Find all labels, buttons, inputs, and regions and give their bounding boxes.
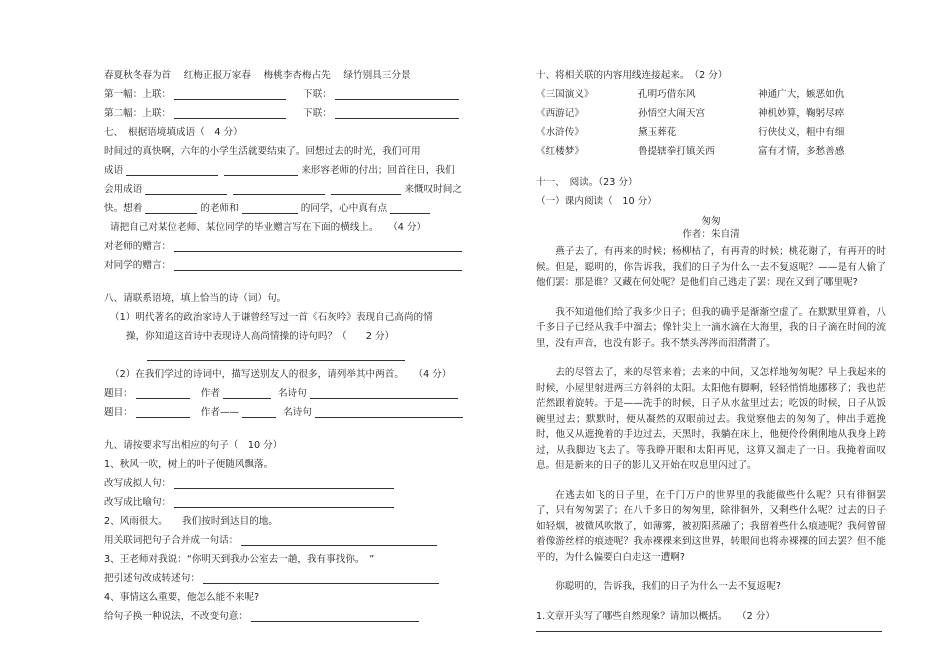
q8-1-answer-row xyxy=(104,342,484,361)
q7-line-2 xyxy=(104,157,484,176)
essay-author: 作者：朱自清 xyxy=(682,229,740,240)
essay-paragraph-1: 燕子去了，有再来的时候；杨柳枯了，有再青的时候；桃花谢了，有再开的时候。但是，聪明的，你告诉我，我们的日子为什么一去不复返呢？——是有人偷了他们罢：那是谁？又藏在何处呢？是他们自己逃走了罢：现在又到了哪里呢? xyxy=(536,246,886,288)
couplet-1-label: 第一幅：上联： xyxy=(104,88,172,100)
book-name: 《三国演义》 xyxy=(536,88,594,100)
idiom-blank-5[interactable] xyxy=(331,184,401,195)
book-name: 《红楼梦》 xyxy=(536,145,584,157)
match-row xyxy=(536,138,886,157)
famous-line-label-2: 名诗句 xyxy=(283,406,312,418)
reading-answer-line[interactable] xyxy=(536,623,882,632)
idiom-blank-3[interactable] xyxy=(145,184,227,195)
character-trait: 神通广大，嫉恶如仇 xyxy=(758,88,845,100)
story-name: 黛玉葬花 xyxy=(638,126,677,138)
character-trait: 行侠仗义，粗中有细 xyxy=(758,126,845,138)
story-name: 孔明巧借东风 xyxy=(638,88,696,100)
couplet-2-lower-label: 下联： xyxy=(303,107,332,119)
story-name: 孙悟空大闹天宫 xyxy=(638,107,706,119)
idiom-blank-6[interactable] xyxy=(145,203,197,214)
q9-4: 4、事情这么重要，他怎么能不来呢? xyxy=(104,591,260,603)
q7-line-4-text: 快。想着 xyxy=(104,202,143,214)
essay-title: 匆匆 xyxy=(701,216,721,227)
q7-line-2-text-b: 来形容老师的付出；回首往日，我们 xyxy=(301,164,455,176)
rephrase-blank[interactable] xyxy=(251,611,419,622)
q9-2: 2、风雨很大。 我们按时到达目的地。 xyxy=(104,515,278,527)
book-name: 《水浒传》 xyxy=(536,126,584,138)
q9-3a-row xyxy=(104,565,484,584)
conjunction-blank[interactable] xyxy=(241,535,437,546)
match-row xyxy=(536,81,886,100)
q7-title: 七、 根据语境填成语（ 4 分） xyxy=(104,126,243,138)
classmate-message-label: 对同学的赠言： xyxy=(104,259,172,271)
q9-4a-label: 给句子换一种说法，不改变句意： xyxy=(104,610,248,622)
idiom-blank-8[interactable] xyxy=(390,203,430,214)
famous-line-label-1: 名诗句 xyxy=(277,387,307,399)
essay-paragraph-2: 我不知道他们给了我多少日子；但我的确乎是渐渐空虚了。在默默里算着，八千多日子已经从我手中溜去；像针尖上一滴水滴在大海里，我的日子滴在时间的流里，没有声音，也没有影子。我不禁头涔涔而泪潸潸了。 xyxy=(536,306,886,349)
q8-1-line-b: 操，你知道这首诗中表现诗人高尚情操的诗句吗？（ 2 分） xyxy=(126,330,395,342)
q11-subtitle: （一）课内阅读（ 10 分） xyxy=(536,195,657,207)
classmate-message-row xyxy=(104,252,484,271)
poem-title-blank-1[interactable] xyxy=(136,388,190,399)
couplet-phrases: 春夏秋冬春为首 红梅正报万家春 梅桃李杏梅占先 绿竹别具三分景 xyxy=(104,69,411,81)
classmate-message-blank[interactable] xyxy=(174,260,462,271)
match-row xyxy=(536,119,886,138)
q7-line-2-text: 成语 xyxy=(104,164,124,176)
q7-line-4-text-b: 的老师和 xyxy=(200,202,239,214)
q11-title: 十一、 阅读。（23 分） xyxy=(536,176,638,188)
q9-1b-label: 改写成比喻句： xyxy=(104,496,172,508)
match-row xyxy=(536,100,886,119)
q7-line-4 xyxy=(104,195,484,214)
q7-line-3 xyxy=(104,176,484,195)
q9-4a-row xyxy=(104,603,484,622)
q8-title: 八、请联系语境，填上恰当的诗（词）句。 xyxy=(104,292,287,304)
essay-paragraph-4: 在逃去如飞的日子里，在千门万户的世界里的我能做些什么呢？只有徘徊罢了，只有匆匆罢了；在八千多日的匆匆里，除徘徊外，又剩些什么呢？过去的日子如轻烟，被微风吹散了，如薄雾，被初阳蒸融了；我留着些什么痕迹呢？我何曾留着像游丝样的痕迹呢？我赤裸裸来到这世界，转眼间也将赤裸裸的回去罢？但不能平的，为什么偏要白白走这一遭啊? xyxy=(536,489,886,563)
teacher-message-row xyxy=(104,233,484,252)
q8-2-row-1 xyxy=(104,380,484,399)
essay-paragraph-3: 去的尽管去了，来的尽管来着；去来的中间，又怎样地匆匆呢？早上我起来的时候，小屋里射进两三方斜斜的太阳。太阳他有脚啊，轻轻悄悄地挪移了；我也茫茫然跟着旋转。于是——洗手的时候，日子从水盆里过去；吃饭的时候，日子从饭碗里过去；默默时，便从凝然的双眼前过去。我觉察他去的匆匆了，伸出手遮挽时，他又从遮挽着的手边过去，天黑时，我躺在床上，他便伶伶俐俐地从我身上跨过，从我脚边飞去了。等我睁开眼和太阳再见，这算又溜走了一日。我掩着面叹息。但是新来的日子的影儿又开始在叹息里闪过了。 xyxy=(536,367,886,471)
right-column xyxy=(536,62,886,632)
q9-1a-label: 改写成拟人句： xyxy=(104,477,172,489)
couplet-2-label: 第二幅：上联： xyxy=(104,107,172,119)
character-trait: 神机妙算，鞠躬尽瘁 xyxy=(758,107,845,119)
famous-line-blank-2[interactable] xyxy=(315,407,463,418)
poem-author-blank-2[interactable] xyxy=(242,407,276,418)
q7-line-3-text: 会用成语 xyxy=(104,183,143,195)
couplet-1-row xyxy=(104,81,484,100)
metaphor-blank[interactable] xyxy=(174,497,394,508)
q9-2a-label: 用关联词把句子合并成一句话： xyxy=(104,534,239,546)
left-column xyxy=(104,62,484,622)
q9-1: 1、秋风一吹，树上的叶子便随风飘落。 xyxy=(104,458,274,470)
couplet-2-lower-blank[interactable] xyxy=(335,108,459,119)
reading-question-1: 1.文章开头写了哪些自然现象？请加以概括。 （2 分） xyxy=(536,611,775,623)
q8-1-answer-blank[interactable] xyxy=(147,350,405,361)
author-label-2: 作者—— xyxy=(200,406,240,418)
q9-1a-row xyxy=(104,470,484,489)
idiom-blank-1[interactable] xyxy=(126,165,218,176)
idiom-blank-2[interactable] xyxy=(224,165,298,176)
title-label-2: 题目： xyxy=(104,406,133,418)
famous-line-blank-1[interactable] xyxy=(310,388,458,399)
couplet-2-upper-blank[interactable] xyxy=(174,108,286,119)
idiom-blank-7[interactable] xyxy=(242,203,298,214)
couplet-2-row xyxy=(104,100,484,119)
q7-line-3-text-b: 来慨叹时间之 xyxy=(404,183,462,195)
story-name: 鲁提辖拳打镇关西 xyxy=(638,145,715,157)
teacher-message-blank[interactable] xyxy=(174,241,462,252)
q7-line-5: 请把自己对某位老师、某位同学的毕业赠言写在下面的横线上。 （4 分） xyxy=(110,221,427,233)
author-label-1: 作者 xyxy=(200,387,220,399)
couplet-1-lower-blank[interactable] xyxy=(335,89,459,100)
q10-title: 十、将相关联的内容用线连接起来。 （2 分） xyxy=(536,69,728,81)
q9-title: 九、请按要求写出相应的句子（ 10 分） xyxy=(104,439,283,451)
q8-2-line: （2）在我们学过的诗词中，描写送别友人的很多，请列举其中两首。 （4 分） xyxy=(110,368,452,380)
poem-author-blank-1[interactable] xyxy=(223,388,271,399)
title-label-1: 题目： xyxy=(104,387,133,399)
q9-2a-row xyxy=(104,527,484,546)
poem-title-blank-2[interactable] xyxy=(136,407,190,418)
q8-1-line-a: （1）明代著名的政治家诗人于谦曾经写过一首《石灰吟》表现自己高尚的情 xyxy=(110,311,433,323)
q9-3a-label: 把引述句改成转述句： xyxy=(104,572,200,584)
idiom-blank-4[interactable] xyxy=(233,184,325,195)
indirect-speech-blank[interactable] xyxy=(203,573,439,584)
essay-paragraph-5: 你聪明的，告诉我，我们的日子为什么一去不复返呢? xyxy=(555,581,781,592)
q9-3: 3、王老师对我说：“你明天到我办公室去一趟，我有事找你。 ” xyxy=(104,553,375,565)
book-name: 《西游记》 xyxy=(536,107,584,119)
character-trait: 富有才情，多愁善感 xyxy=(758,145,845,157)
q7-line-1: 时间过的真快啊，六年的小学生活就要结束了。回想过去的时光，我们可用 xyxy=(104,145,421,157)
q7-line-4-text-c: 的同学，心中真有点 xyxy=(300,202,388,214)
teacher-message-label: 对老师的赠言： xyxy=(104,240,172,252)
personification-blank[interactable] xyxy=(174,478,394,489)
couplet-1-upper-blank[interactable] xyxy=(174,89,286,100)
q9-1b-row xyxy=(104,489,484,508)
couplet-1-lower-label: 下联： xyxy=(303,88,332,100)
q8-2-row-2 xyxy=(104,399,484,418)
